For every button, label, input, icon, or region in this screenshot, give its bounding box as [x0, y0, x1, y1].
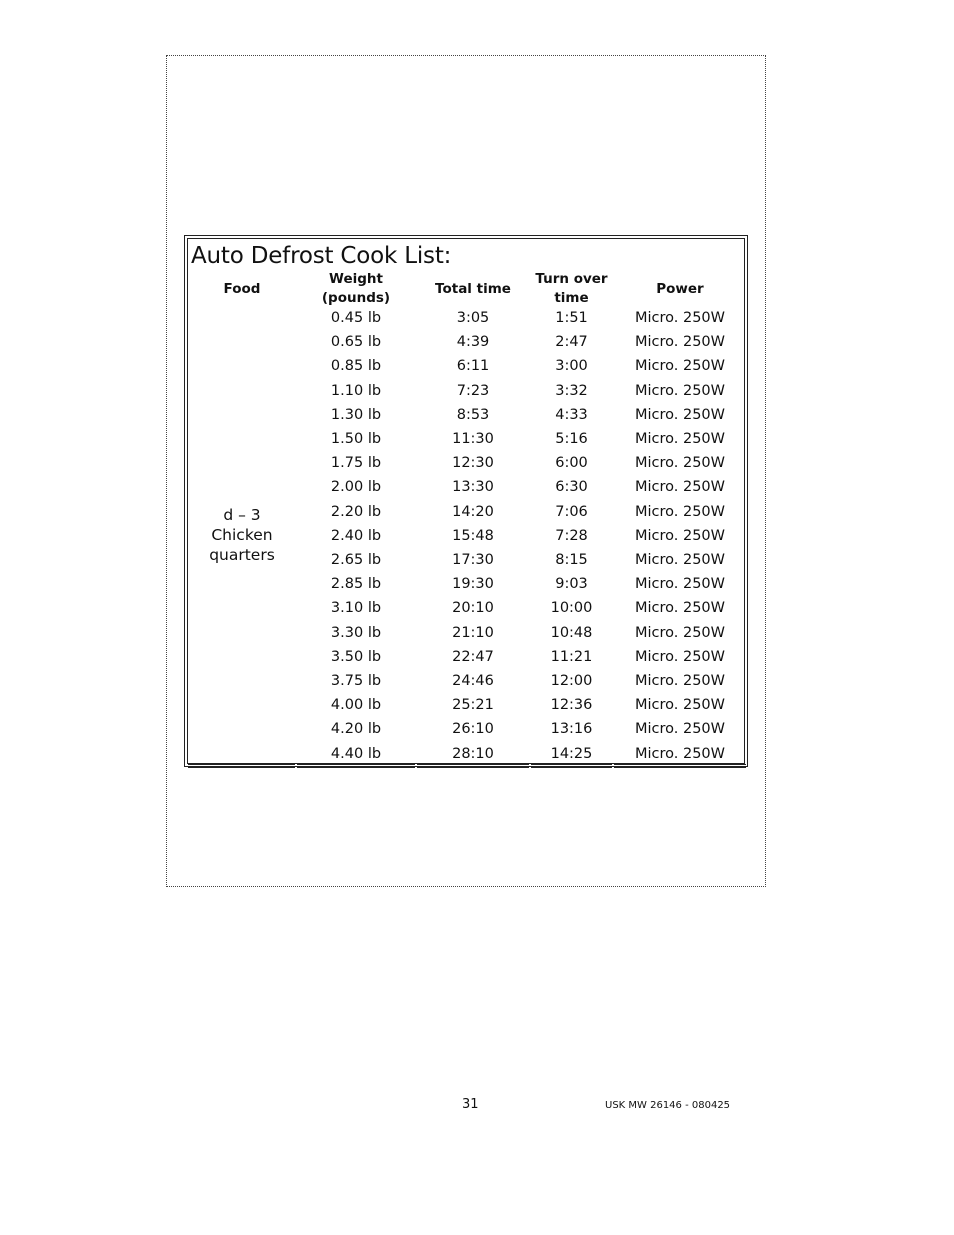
total-time-cell: 25:21 [452, 697, 494, 714]
header-turn-over [531, 269, 612, 309]
total-time-cell: 20:10 [452, 600, 494, 617]
food-line3: quarters [209, 546, 275, 564]
power-cell: Micro. 250W [634, 310, 725, 326]
power-cell: Micro. 250W [634, 673, 725, 689]
turn-over-cell: 12:36 [550, 697, 593, 714]
weight-cell: 4.00 lb [330, 697, 382, 714]
turn-over-cell: 8:15 [555, 552, 588, 568]
power-cell: Micro. 250W [634, 624, 725, 641]
header-turn-over-line1: Turn over [535, 271, 608, 287]
table-row [188, 527, 744, 551]
header-turn-over-label [535, 270, 607, 308]
defrost-table [184, 235, 748, 767]
power-cell: Micro. 250W [634, 552, 725, 568]
weight-cell: 1.10 lb [330, 382, 382, 399]
defrost-table-inner [187, 238, 745, 764]
total-time-cell: 26:10 [452, 721, 494, 738]
power-cell: Micro. 250W [634, 382, 725, 399]
weight-cell: 2.20 lb [330, 503, 382, 520]
turn-over-cell: 1:51 [555, 310, 588, 326]
turn-over-cell: 4:33 [555, 406, 588, 423]
bottom-rule-segment [614, 764, 746, 768]
power-cell: Micro. 250W [634, 334, 725, 351]
power-cell: Micro. 250W [634, 576, 725, 593]
turn-over-cell: 12:00 [550, 673, 593, 689]
turn-over-cell: 13:16 [550, 721, 593, 738]
turn-over-cell: 11:21 [550, 648, 593, 665]
table-row [188, 357, 744, 381]
total-time-cell: 13:30 [452, 479, 494, 496]
power-cell: Micro. 250W [634, 648, 725, 665]
weight-cell: 0.65 lb [330, 334, 382, 351]
food-line1: d – 3 [223, 506, 261, 524]
document-code: USK MW 26146 - 080425 [605, 1100, 731, 1111]
table-row [188, 478, 744, 502]
header-weight [297, 269, 415, 309]
table-title: Auto Defrost Cook List: [191, 243, 452, 269]
header-weight-line2: (pounds) [321, 290, 391, 306]
table-row [188, 454, 744, 478]
weight-cell: 4.20 lb [330, 721, 382, 738]
header-total-time [417, 269, 529, 309]
power-cell: Micro. 250W [634, 431, 725, 447]
table-row [188, 551, 744, 575]
weight-cell: 0.85 lb [330, 358, 382, 375]
weight-cell: 3.50 lb [330, 648, 382, 665]
power-cell: Micro. 250W [634, 527, 725, 544]
bottom-rule-segment [531, 764, 612, 768]
table-row [188, 309, 744, 333]
table-row [188, 599, 744, 623]
total-time-cell: 21:10 [452, 624, 494, 641]
weight-cell: 0.45 lb [330, 310, 382, 326]
turn-over-cell: 10:00 [550, 600, 593, 617]
header-power-label: Power [656, 280, 704, 297]
bottom-rule-segment [417, 764, 529, 768]
total-time-cell: 11:30 [452, 431, 494, 447]
header-food-label: Food [223, 280, 261, 297]
turn-over-cell: 6:00 [555, 455, 588, 472]
turn-over-cell: 5:16 [555, 431, 588, 447]
turn-over-cell: 3:00 [555, 358, 588, 375]
weight-cell: 4.40 lb [330, 745, 382, 762]
power-cell: Micro. 250W [634, 358, 725, 375]
header-power [614, 269, 746, 309]
bottom-rule-segment [297, 764, 415, 768]
total-time-cell: 15:48 [452, 527, 494, 544]
power-cell: Micro. 250W [634, 745, 725, 762]
table-row [188, 430, 744, 454]
total-time-cell: 6:11 [456, 358, 490, 375]
weight-cell: 1.75 lb [330, 455, 382, 472]
header-total-time-label: Total time [435, 280, 511, 297]
weight-cell: 1.50 lb [330, 431, 382, 447]
turn-over-cell: 3:32 [555, 382, 588, 399]
weight-cell: 2.00 lb [330, 479, 382, 496]
header-weight-label [322, 270, 390, 308]
turn-over-cell: 7:28 [555, 527, 588, 544]
total-time-cell: 17:30 [452, 552, 494, 568]
table-row [188, 382, 744, 406]
weight-cell: 2.85 lb [330, 576, 382, 593]
power-cell: Micro. 250W [634, 503, 725, 520]
power-cell: Micro. 250W [634, 600, 725, 617]
food-line2: Chicken [211, 526, 273, 544]
power-cell: Micro. 250W [634, 721, 725, 738]
table-row [188, 696, 744, 720]
table-row [188, 406, 744, 430]
table-row [188, 720, 744, 744]
turn-over-cell: 10:48 [550, 624, 593, 641]
weight-cell: 3.30 lb [330, 624, 382, 641]
total-time-cell: 7:23 [456, 382, 490, 399]
table-row [188, 624, 744, 648]
table-row [188, 503, 744, 527]
power-cell: Micro. 250W [634, 455, 725, 472]
weight-cell: 2.65 lb [330, 552, 382, 568]
power-cell: Micro. 250W [634, 406, 725, 423]
turn-over-cell: 7:06 [555, 503, 588, 520]
table-bottom-rule [188, 764, 744, 768]
weight-cell: 3.10 lb [330, 600, 382, 617]
total-time-cell: 28:10 [452, 745, 494, 762]
table-row [188, 648, 744, 672]
power-cell: Micro. 250W [634, 697, 725, 714]
header-weight-line1: Weight [329, 271, 383, 287]
total-time-cell: 12:30 [452, 455, 494, 472]
header-food [189, 269, 295, 309]
turn-over-cell: 14:25 [550, 745, 593, 762]
table-row [188, 672, 744, 696]
total-time-cell: 4:39 [456, 334, 490, 351]
table-row [188, 575, 744, 599]
bottom-rule-segment [188, 764, 295, 768]
weight-cell: 2.40 lb [330, 527, 382, 544]
total-time-cell: 14:20 [452, 503, 494, 520]
total-time-cell: 8:53 [456, 406, 490, 423]
page-number: 31 [462, 1097, 479, 1112]
weight-cell: 3.75 lb [330, 673, 382, 689]
turn-over-cell: 9:03 [555, 576, 588, 593]
header-turn-over-line2: time [554, 290, 589, 306]
total-time-cell: 22:47 [452, 648, 494, 665]
weight-cell: 1.30 lb [330, 406, 382, 423]
power-cell: Micro. 250W [634, 479, 725, 496]
turn-over-cell: 6:30 [555, 479, 588, 496]
total-time-cell: 24:46 [452, 673, 494, 689]
total-time-cell: 3:05 [456, 310, 490, 326]
table-row [188, 333, 744, 357]
total-time-cell: 19:30 [452, 576, 494, 593]
turn-over-cell: 2:47 [555, 334, 588, 351]
